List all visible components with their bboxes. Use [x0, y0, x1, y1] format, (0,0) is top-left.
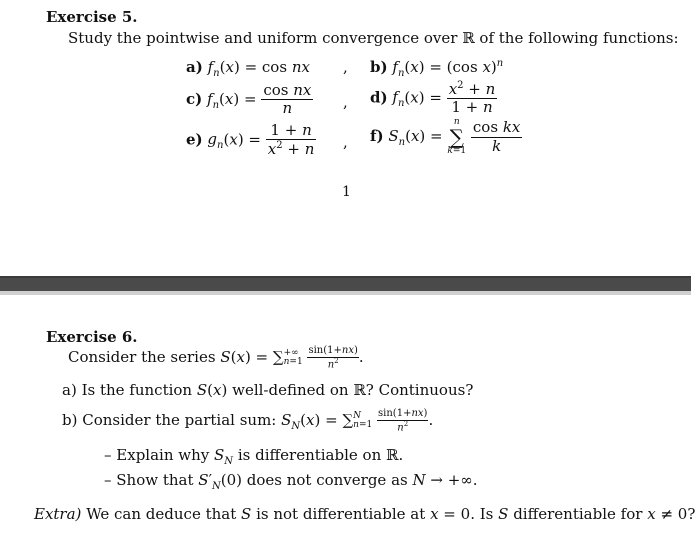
item-label-d: d)	[370, 88, 388, 107]
ex6-item-b: b) Consider the partial sum: $S_N(x)$ = ∑ N n=1 $\frac{\sin(1+nx)}{n^2}$ .	[62, 408, 434, 433]
item-label-a: a)	[186, 58, 203, 76]
separator-comma: ,	[343, 133, 348, 151]
separator-comma: ,	[343, 93, 348, 111]
ex5-item-e: e) $g_n(x)$ = $\frac{1 + n}{x^2 + n}$	[186, 121, 315, 159]
exercise-6-series: Consider the series S(x) = ∑ +∞ n=1 $\frac{\sin(1+nx)}{n^2}$ .	[68, 345, 364, 370]
ex5-item-c: c) $f_n(x)$ = $\frac{\text{cos nx}}{n}$	[186, 81, 312, 118]
extra-label: Extra)	[34, 505, 82, 523]
page-break-shadow	[0, 291, 691, 295]
ex5-item-d: d) $f_n(x)$ = $\frac{x^2 + n}{1 + n}$	[370, 80, 496, 117]
summation-symbol: n ∑ k=1	[447, 117, 467, 156]
exercise-5-title: Exercise 5.	[46, 8, 138, 26]
extra-text-2: is not differentiable at	[256, 505, 426, 523]
ex6-bullet-2: – Show that $S'_N(0)$ does not converge as N → +∞.	[104, 471, 478, 492]
ex6-extra: Extra) We can deduce that S is not differentiable at x = 0. Is S differentiable for x ≠ 0?	[34, 505, 695, 523]
ex6-a-text: Is the function	[81, 381, 193, 399]
fraction: $\frac{\sin(1+nx)}{n^2}$	[308, 345, 358, 370]
extra-text-1: We can deduce that	[86, 505, 237, 523]
bullet2-pre: Show that	[116, 471, 194, 489]
item-label-b: b)	[370, 58, 388, 76]
fraction: $\frac{\sin(1+nx)}{n^2}$	[378, 408, 428, 433]
ex5-item-f: f) $S_n(x)$ = n ∑ k=1 $\frac{\text{cos kx}}{k}$	[370, 117, 521, 156]
item-label-e: e)	[186, 130, 203, 149]
ex6-b-text: Consider the partial sum:	[82, 411, 277, 430]
bullet1-pre: Explain why	[116, 446, 210, 464]
ex6-a-text2: well-defined on ℝ? Continuous?	[232, 381, 474, 399]
item-label-b: b)	[62, 411, 78, 430]
item-label-c: c)	[186, 89, 203, 108]
page-number: 1	[342, 184, 351, 200]
item-label-f: f)	[370, 127, 384, 145]
ex5-item-b: b) $f_n(x) = (\cos$ x)$^n$	[370, 58, 504, 79]
fraction: $\frac{\text{cos nx}}{n}$	[263, 81, 312, 118]
exercise-5-intro: Study the pointwise and uniform convergence over ℝ of the following functions:	[68, 29, 679, 47]
bullet1-post: is differentiable on ℝ.	[237, 446, 404, 464]
separator-comma: ,	[343, 58, 348, 76]
exercise-6-title: Exercise 6.	[46, 328, 138, 346]
bullet2-post: does not converge as	[246, 471, 408, 489]
fraction: $\frac{1 + n}{x^2 + n}$	[267, 121, 315, 159]
ex6-bullet-1: – Explain why $S_N$ is differentiable on ℝ.	[104, 446, 404, 467]
fraction: $\frac{\text{cos kx}}{k}$	[472, 118, 521, 155]
ex5-item-a: a) $f_n(x) = \cos$ nx	[186, 58, 310, 79]
fraction: $\frac{x^2 + n}{1 + n}$	[448, 80, 496, 117]
extra-text-3: . Is	[470, 505, 494, 523]
item-label-a: a)	[62, 381, 77, 399]
extra-text-4: differentiable for	[513, 505, 643, 523]
ex6-item-a: a) Is the function S(x) well-defined on ℝ? Continuous?	[62, 381, 474, 399]
exercise-6-intro: Consider the series	[68, 348, 216, 367]
